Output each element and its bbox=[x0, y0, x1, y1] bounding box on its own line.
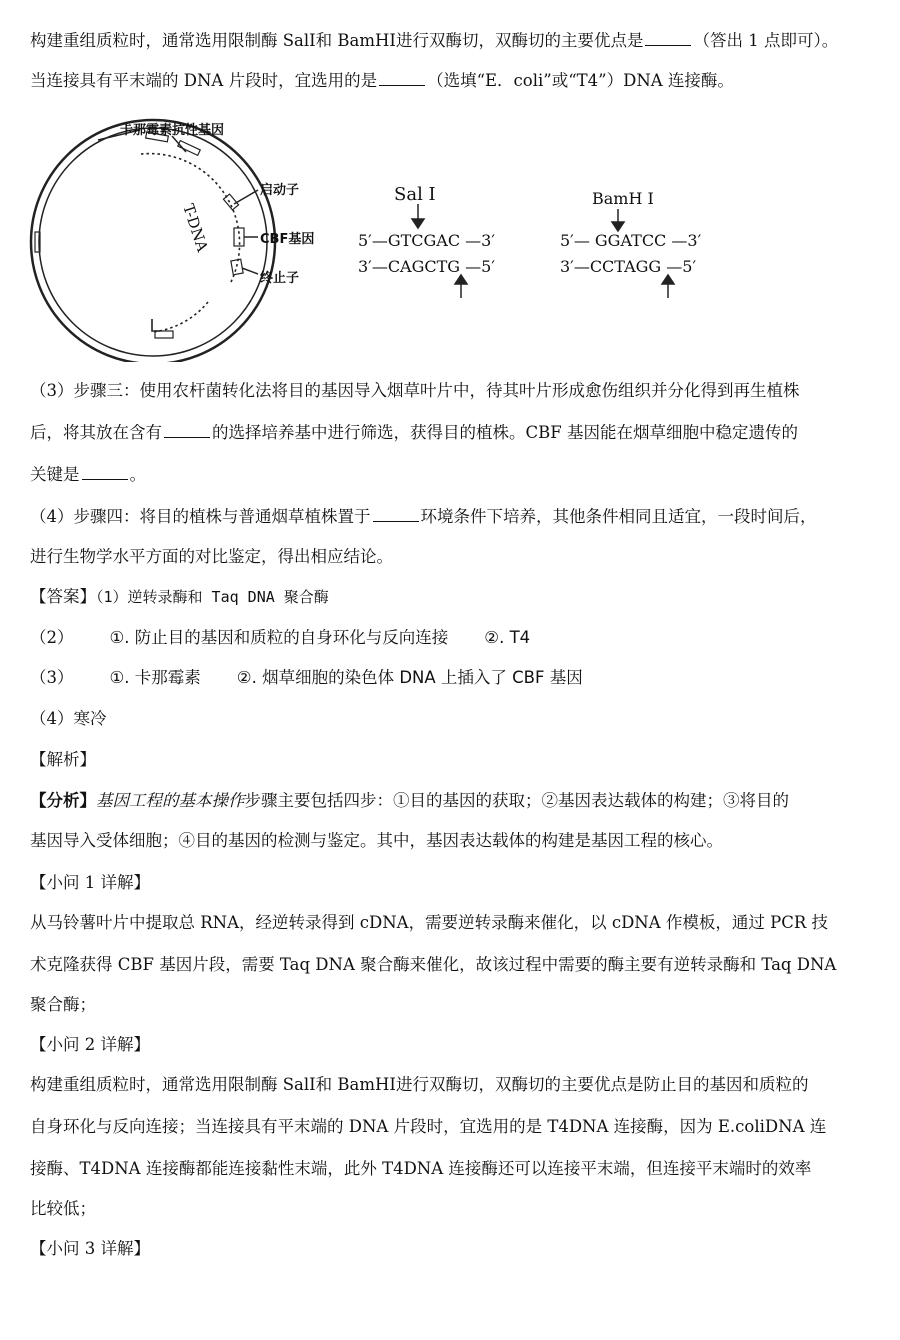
question-line-1 bbox=[30, 30, 880, 52]
subquestion-2-line-3: 接酶、T4DNA 连接酶都能连接黏性末端，此外 T4DNA 连接酶还可以连接平末端，但连接平末端时的效率 bbox=[30, 1159, 812, 1178]
border-block bbox=[155, 331, 173, 338]
text-segment: 当连接具有平末端的 DNA 片段时，宜选用的是 bbox=[30, 71, 378, 90]
text-segment: 后，将其放在含有 bbox=[30, 423, 162, 442]
kan-pointer-line bbox=[172, 136, 186, 152]
text-segment: （4）步骤四：将目的植株与普通烟草植株置于 bbox=[30, 507, 371, 526]
text-segment: 环境条件下培养，其他条件相同且适宜，一段时间后， bbox=[420, 507, 817, 526]
promoter-pointer-line bbox=[234, 190, 258, 204]
cbf-gene-label: CBF基因 bbox=[260, 232, 315, 247]
analysis-line-2: 基因导入受体细胞；④目的基因的检测与鉴定。其中，基因表达载体的构建是基因工程的核心。 bbox=[30, 831, 723, 850]
analysis-label: 【分析】 bbox=[30, 791, 96, 810]
subquestion-1-line-1: 从马铃薯叶片中提取总 RNA，经逆转录得到 cDNA，需要逆转录酶来催化，以 cDNA 作模板，通过 PCR 技 bbox=[30, 913, 829, 932]
promoter-label: 启动子 bbox=[260, 183, 300, 198]
terminator-pointer-line bbox=[242, 268, 258, 274]
answer-label: 【答案】 bbox=[30, 587, 96, 606]
arrow-head bbox=[612, 222, 624, 231]
t-dna-label: T-DNA bbox=[179, 201, 212, 254]
subquestion-3-heading: 【小问 3 详解】 bbox=[30, 1239, 150, 1258]
sal-top-strand: 5′—GTCGAC —3′ bbox=[358, 231, 495, 250]
arrow-head bbox=[455, 275, 467, 284]
analysis-line-1 bbox=[30, 790, 880, 812]
analysis-heading: 【解析】 bbox=[30, 750, 96, 769]
text-segment: 构建重组质粒时，通常选用限制酶 SalI和 BamHI进行双酶切，双酶切的主要优点是 bbox=[30, 31, 644, 50]
subquestion-2-line-2: 自身环化与反向连接；当连接具有平末端的 DNA 片段时，宜选用的是 T4DNA 连接酶，因为 E.coliDNA 连 bbox=[30, 1117, 827, 1136]
paragraph-3-line-1: （3）步骤三：使用农杆菌转化法将目的基因导入烟草叶片中，待其叶片形成愈伤组织并分化得到再生植株 bbox=[30, 381, 800, 400]
answer-blank bbox=[82, 465, 128, 480]
plasmid-outer-ring bbox=[31, 120, 275, 362]
subquestion-1-line-2: 术克隆获得 CBF 基因片段，需要 Taq DNA 聚合酶来催化，故该过程中需要的酶主要有逆转录酶和 Taq DNA bbox=[30, 955, 837, 974]
answer-2-part-2: ②. T4 bbox=[484, 628, 531, 647]
answer-3-part-1: ①. 卡那霉素 bbox=[109, 668, 201, 687]
answer-1: （1）逆转录酶和 Taq DNA 聚合酶 bbox=[96, 588, 329, 606]
terminator-label: 终止子 bbox=[260, 271, 300, 286]
sal-bottom-strand: 3′—CAGCTG —5′ bbox=[358, 257, 495, 276]
text-segment: 步骤主要包括四步：①目的基因的获取；②基因表达载体的构建；③将目的 bbox=[244, 791, 789, 810]
answer-blank bbox=[373, 507, 419, 522]
subquestion-1-line-3: 聚合酶； bbox=[30, 995, 96, 1014]
arrow-head bbox=[412, 219, 424, 228]
subquestion-2-heading: 【小问 2 详解】 bbox=[30, 1035, 150, 1054]
paragraph-3-line-2 bbox=[30, 422, 880, 444]
subquestion-2-line-1: 构建重组质粒时，通常选用限制酶 SalI和 BamHI进行双酶切，双酶切的主要优点是防止目的基因和质粒的 bbox=[30, 1075, 809, 1094]
answer-blank bbox=[164, 423, 210, 438]
sal-enzyme-name: Sal I bbox=[394, 184, 436, 205]
answer-blank bbox=[645, 31, 691, 46]
answer-3-part-2: ②. 烟草细胞的染色体 DNA 上插入了 CBF 基因 bbox=[236, 668, 583, 687]
kanamycin-label: 卡那霉素抗性基因 bbox=[120, 123, 225, 138]
answer-blank bbox=[379, 71, 425, 86]
italic-term: 基因工程的基本操作 bbox=[96, 791, 245, 810]
question-line-2 bbox=[30, 70, 880, 92]
plasmid-figure bbox=[28, 112, 758, 362]
subquestion-2-line-4: 比较低； bbox=[30, 1199, 96, 1218]
right-border-mark bbox=[152, 319, 160, 331]
bam-enzyme-name: BamH I bbox=[592, 189, 654, 208]
answer-2-part-1: ①. 防止目的基因和质粒的自身环化与反向连接 bbox=[109, 628, 449, 647]
answer-line-4: （4）寒冷 bbox=[30, 709, 107, 728]
text-segment: 的选择培养基中进行筛选，获得目的植株。CBF 基因能在烟草细胞中稳定遗传的 bbox=[212, 423, 798, 442]
text-segment: （选填“E．coli”或“T4”）DNA 连接酶。 bbox=[427, 71, 734, 90]
terminator-block bbox=[231, 259, 243, 275]
paragraph-4-line-2: 进行生物学水平方面的对比鉴定，得出相应结论。 bbox=[30, 547, 393, 566]
arrow-head bbox=[662, 275, 674, 284]
t-dna-dotted-arc-lower bbox=[153, 302, 208, 332]
subquestion-1-heading: 【小问 1 详解】 bbox=[30, 873, 150, 892]
gene-block bbox=[178, 141, 200, 156]
answer-number: （3） bbox=[30, 668, 74, 687]
answer-number: （2） bbox=[30, 628, 74, 647]
answer-line-2 bbox=[30, 627, 880, 649]
text-segment: 。 bbox=[129, 465, 146, 484]
answer-line-1 bbox=[30, 586, 880, 608]
text-segment: （答出 1 点即可）。 bbox=[693, 31, 839, 50]
bam-bottom-strand: 3′—CCTAGG —5′ bbox=[560, 257, 697, 276]
answer-line-3 bbox=[30, 667, 880, 689]
paragraph-3-line-3 bbox=[30, 464, 880, 486]
plasmid-inner-ring bbox=[39, 128, 267, 356]
bam-top-strand: 5′— GGATCC —3′ bbox=[560, 231, 702, 250]
text-segment: 关键是 bbox=[30, 465, 80, 484]
paragraph-4-line-1 bbox=[30, 506, 880, 528]
